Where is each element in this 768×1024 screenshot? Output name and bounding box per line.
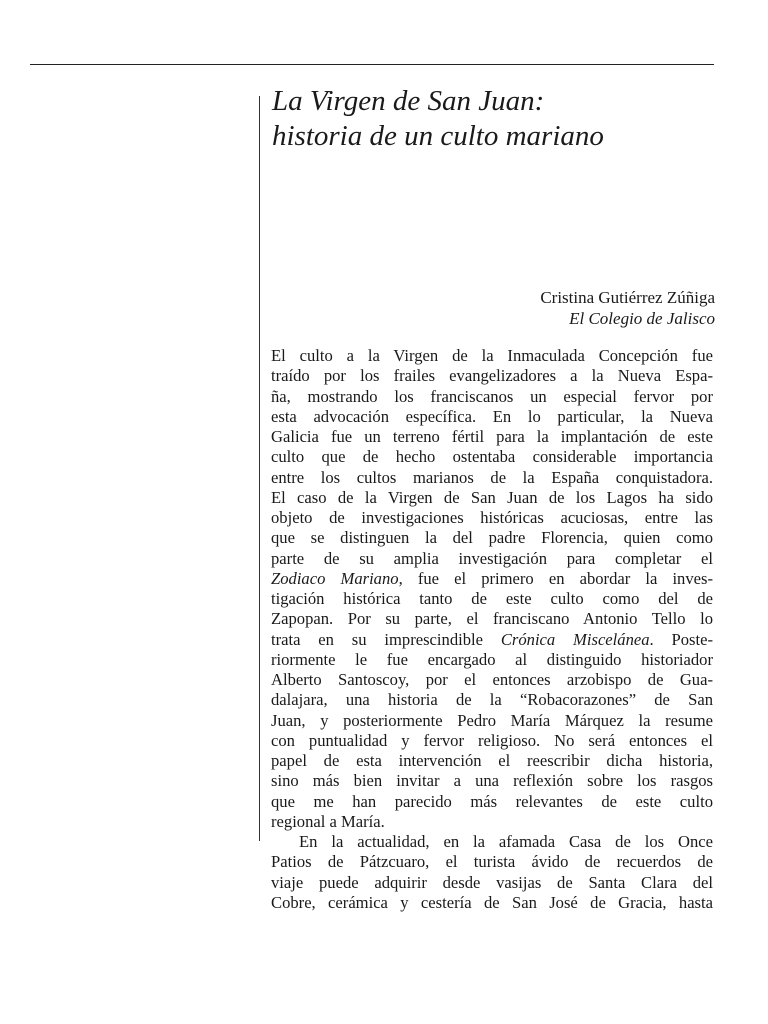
body-line: dalajara, una historia de la “Robacorazones” de San xyxy=(271,690,713,710)
cited-work-title: Crónica Miscelánea xyxy=(500,629,650,649)
body-line: regional a María. xyxy=(271,811,385,831)
body-line: El caso de la Virgen de San Juan de los Lagos ha sido xyxy=(271,487,713,507)
body-line: Galicia fue un terreno fértil para la implantación de este xyxy=(271,427,713,446)
body-line: que se distinguen la del padre Florencia, quien como xyxy=(271,528,713,548)
body-line: culto que de hecho ostentaba considerable importancia xyxy=(271,447,713,467)
body-line: Juan, y posteriormente Pedro María Márquez la resume xyxy=(271,710,713,730)
title-line-1: La Virgen de San Juan: xyxy=(272,85,545,117)
body-line: ña, mostrando los franciscanos un especial fervor por xyxy=(271,386,713,406)
body-line: entre los cultos marianos de la España conquistadora. xyxy=(271,467,713,487)
article-title xyxy=(272,84,712,154)
body-line: viaje puede adquirir desde vasijas de Santa Clara del xyxy=(271,872,713,892)
byline xyxy=(400,287,715,329)
body-line: papel de esta intervención el reescribir dicha historia, xyxy=(271,751,713,770)
title-line-2: historia de un culto mariano xyxy=(272,120,604,152)
top-rule xyxy=(30,64,714,65)
body-line: traído por los frailes evangelizadores a la Nueva Espa- xyxy=(271,366,713,386)
body-line: con puntualidad y fervor religioso. No será entonces el xyxy=(271,730,713,750)
body-line: sino más bien invitar a una reflexión sobre los rasgos xyxy=(271,771,713,791)
body-line: Alberto Santoscoy, por el entonces arzobispo de Gua- xyxy=(271,670,713,689)
body-line: riormente le fue encargado al distinguido historiador xyxy=(271,649,713,669)
body-line: En la actualidad, en la afamada Casa de los Once xyxy=(299,832,713,851)
author-institution: El Colegio de Jalisco xyxy=(569,309,715,328)
body-line: Zodiaco Mariano, fue el primero en abordar la inves- xyxy=(271,568,713,588)
body-line: trata en su imprescindible Crónica Miscelánea. Poste- xyxy=(271,629,714,649)
body-line: tigación histórica tanto de este culto como del de xyxy=(271,589,713,608)
body-line: El culto a la Virgen de la Inmaculada Concepción fue xyxy=(271,346,713,365)
body-text xyxy=(271,346,713,913)
body-line: Cobre, cerámica y cestería de San José de Gracia, hasta xyxy=(271,892,713,912)
body-line: que me han parecido más relevantes de este culto xyxy=(271,791,713,811)
body-line: parte de su amplia investigación para completar el xyxy=(271,548,713,568)
body-line: Zapopan. Por su parte, el franciscano Antonio Tello lo xyxy=(271,609,713,629)
margin-rule xyxy=(259,96,260,841)
body-line: objeto de investigaciones históricas acuciosas, entre las xyxy=(271,508,713,527)
body-line: Patios de Pátzcuaro, el turista ávido de recuerdos de xyxy=(271,852,713,872)
author-name: Cristina Gutiérrez Zúñiga xyxy=(540,288,715,307)
body-line: esta advocación específica. En lo particular, la Nueva xyxy=(271,406,713,426)
cited-work-title: Zodiaco Mariano xyxy=(271,568,399,588)
